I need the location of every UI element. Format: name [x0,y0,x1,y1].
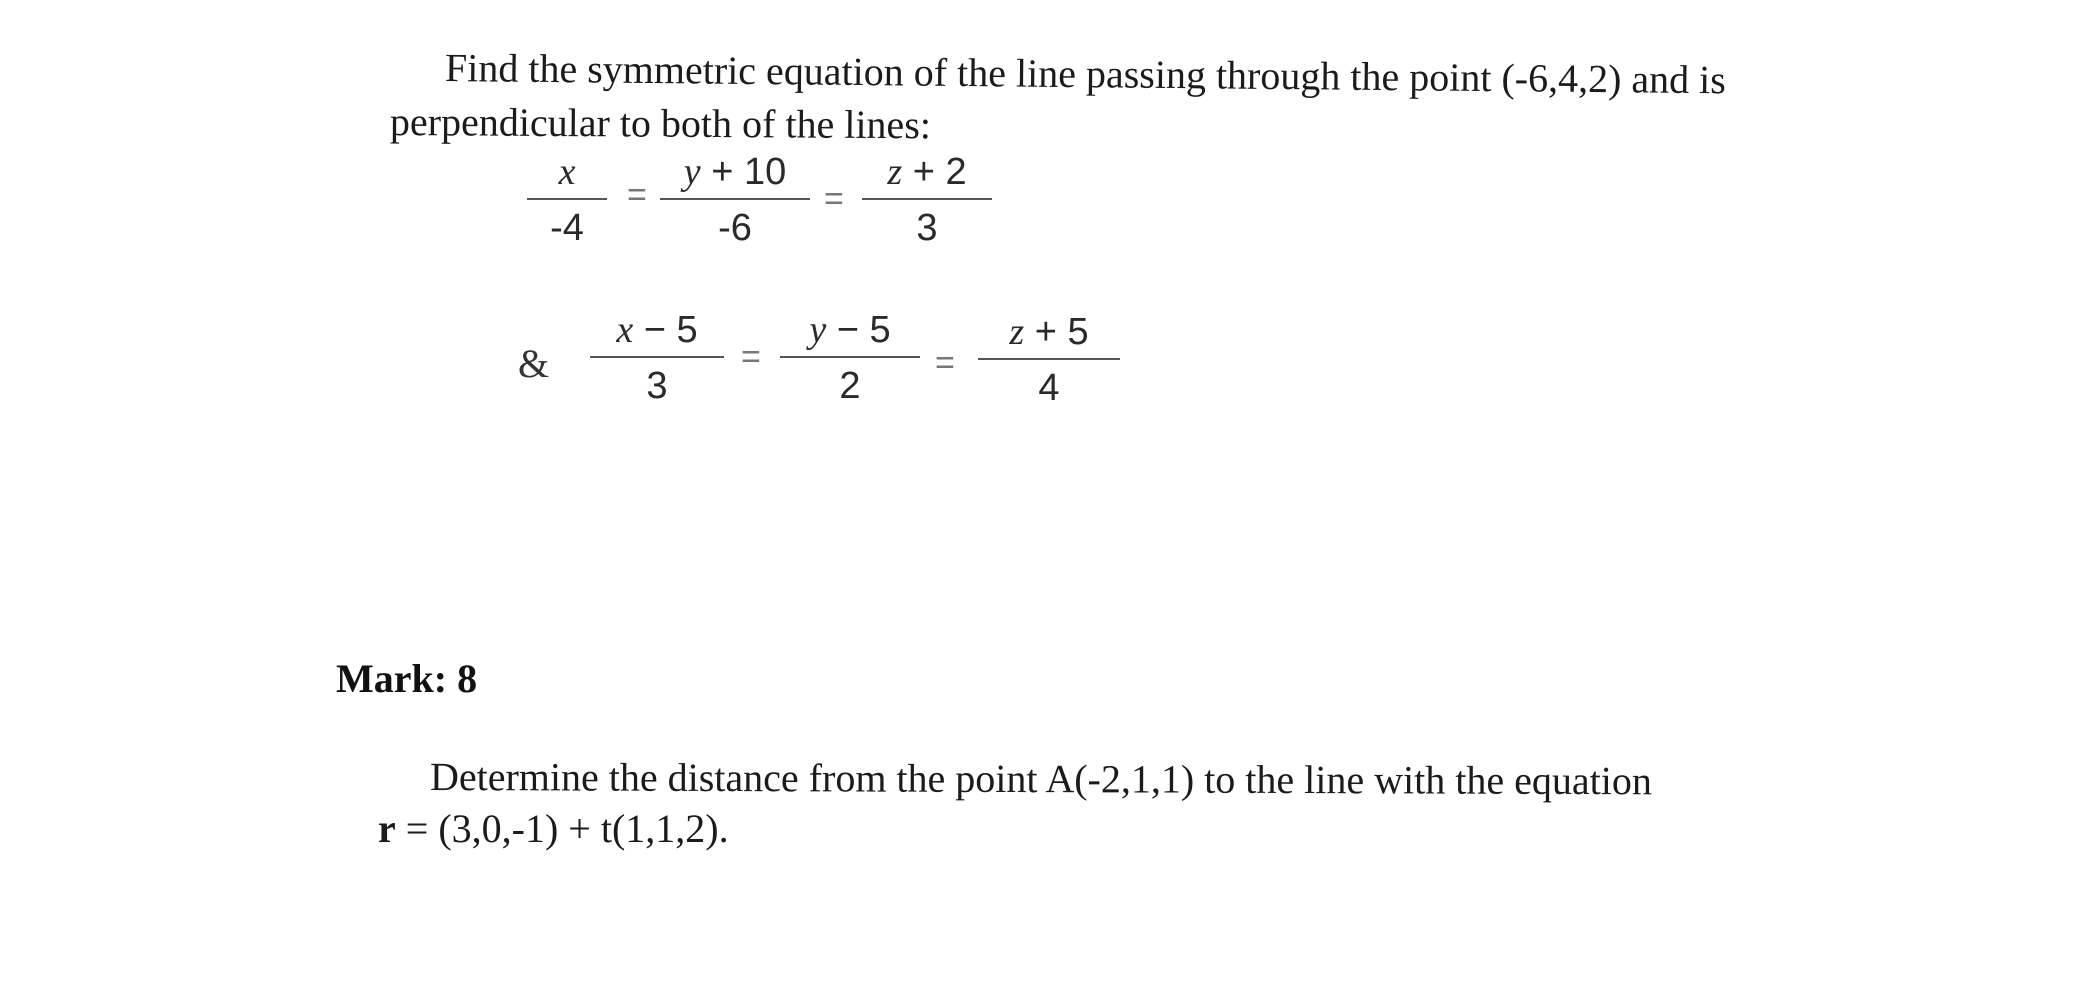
line-a-y-numerator: y + 10 [683,151,787,193]
fraction-bar [862,198,992,200]
question-2-line-2 [378,805,729,853]
equals-sign: = [824,180,844,218]
line-b-z-denominator: 4 [1038,367,1060,409]
equals-sign: = [741,338,761,376]
line-b-x-numerator: x − 5 [616,309,698,351]
equals-sign: = [627,176,647,214]
question-1-line-2: perpendicular to both of the lines: [389,99,932,148]
line-a-y-fraction [660,150,810,250]
fraction-bar [527,198,607,200]
fraction-bar [978,358,1120,360]
line-b-z-fraction [978,310,1120,410]
line-b-y-denominator: 2 [839,365,861,407]
question-1-line-1: Find the symmetric equation of the line passing through the point (-6,4,2) and is [444,45,1727,103]
line-a-x-fraction [527,150,607,250]
line-equation: = (3,0,-1) + t(1,1,2). [395,806,729,851]
line-b-x-fraction [590,308,724,408]
fraction-bar [660,198,810,200]
mark-label: Mark: 8 [336,656,478,701]
line-b-y-fraction [780,308,920,408]
line-a-z-denominator: 3 [916,207,938,249]
line-a-x-denominator: -4 [550,207,584,249]
line-a-z-fraction [862,150,992,250]
vector-r: r [378,806,396,851]
fraction-bar [590,356,724,358]
line-a-x-numerator: x [558,151,576,193]
line-a-y-denominator: -6 [718,207,752,249]
line-b-z-numerator: z + 5 [1009,311,1089,353]
line-b-y-numerator: y − 5 [809,309,891,351]
fraction-bar [780,356,920,358]
line-b-x-denominator: 3 [646,365,668,407]
question-2-line-1: Determine the distance from the point A(-2,1,1) to the line with the equation [429,754,1652,804]
equals-sign: = [935,344,955,382]
line-a-z-numerator: z + 2 [887,151,967,193]
ampersand: & [518,341,550,386]
